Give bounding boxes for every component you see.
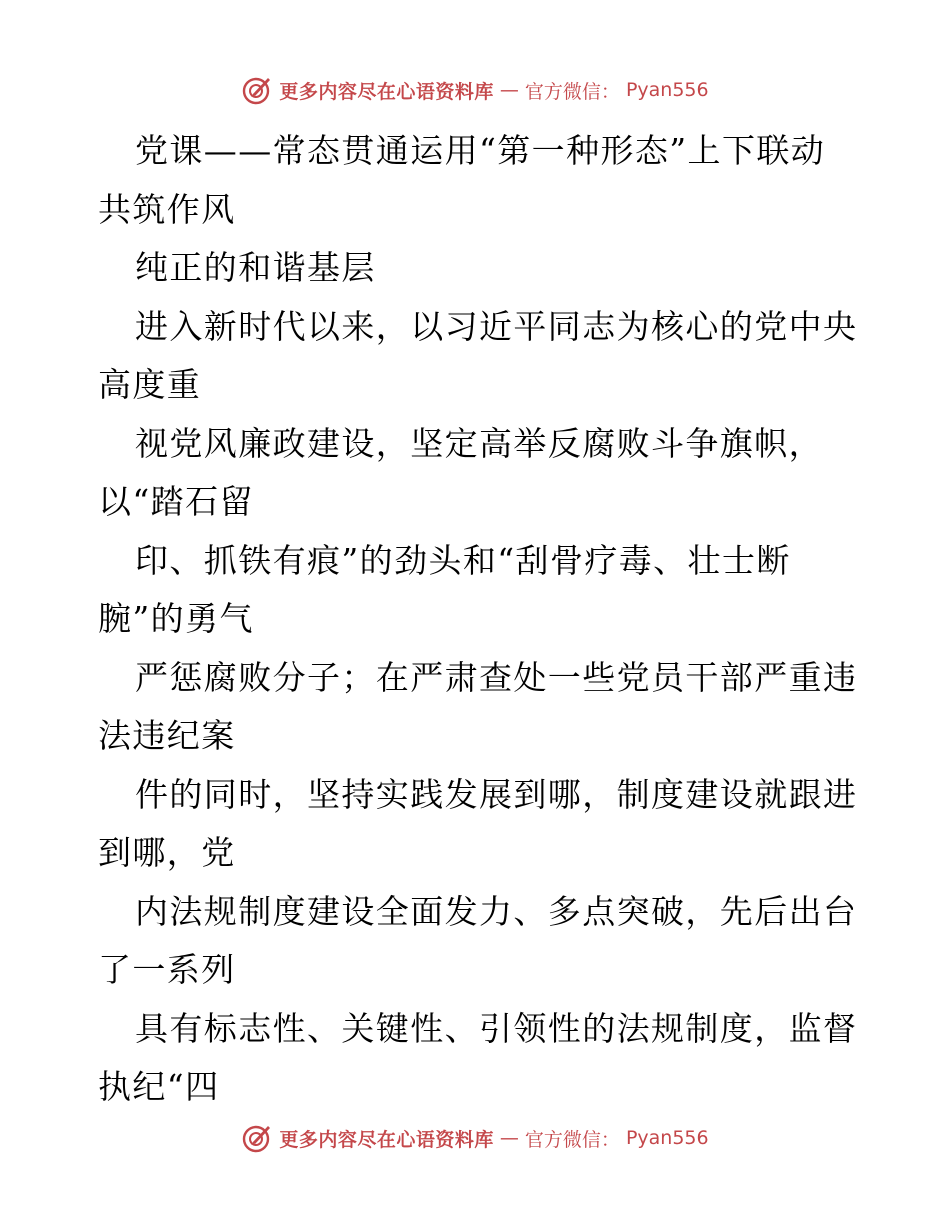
text-line: 进入新时代以来，以习近平同志为核心的党中央 — [135, 306, 858, 346]
text-line: 严惩腐败分子；在严肃查处一些党员干部严重违 — [135, 657, 858, 697]
text-line: 件的同时，坚持实践发展到哪，制度建设就跟进 — [135, 774, 858, 814]
header-watermark — [0, 70, 950, 110]
quill-logo-icon — [241, 74, 273, 106]
footer-watermark — [0, 1118, 950, 1158]
footer-wechat-label: 官方微信： — [524, 1128, 620, 1151]
footer-promo-text: 更多内容尽在心语资料库 — [279, 1128, 494, 1151]
header-wechat-id: Pyan556 — [625, 79, 709, 101]
text-line: 执纪“四 — [98, 1067, 220, 1106]
quill-logo-icon — [241, 1122, 273, 1154]
text-line: 共筑作风 — [98, 189, 236, 229]
header-wechat-label: 官方微信： — [524, 80, 620, 103]
text-line: 了一系列 — [98, 950, 236, 989]
text-line: 纯正的和谐基层 — [135, 248, 376, 287]
text-line: 视党风廉政建设，坚定高举反腐败斗争旗帜， — [135, 423, 823, 463]
text-line: 内法规制度建设全面发力、多点突破，先后出台 — [135, 891, 858, 931]
footer-wechat-id: Pyan556 — [625, 1127, 709, 1149]
text-line: 到哪，党 — [98, 833, 236, 872]
footer-dash: — — [499, 1127, 519, 1149]
text-line: 具有标志性、关键性、引领性的法规制度，监督 — [135, 1008, 858, 1048]
text-line: 以“踏石留 — [98, 482, 254, 521]
text-line: 法违纪案 — [98, 716, 236, 755]
text-line: 党课——常态贯通运用“第一种形态”上下联动 — [135, 131, 826, 170]
header-promo-text: 更多内容尽在心语资料库 — [279, 80, 494, 103]
header-dash: — — [499, 79, 519, 101]
text-line: 印、抓铁有痕”的劲头和“刮骨疗毒、壮士断 — [135, 540, 791, 580]
text-line: 高度重 — [98, 365, 202, 404]
text-line: 腕”的勇气 — [98, 599, 254, 638]
document-body — [98, 122, 858, 1117]
